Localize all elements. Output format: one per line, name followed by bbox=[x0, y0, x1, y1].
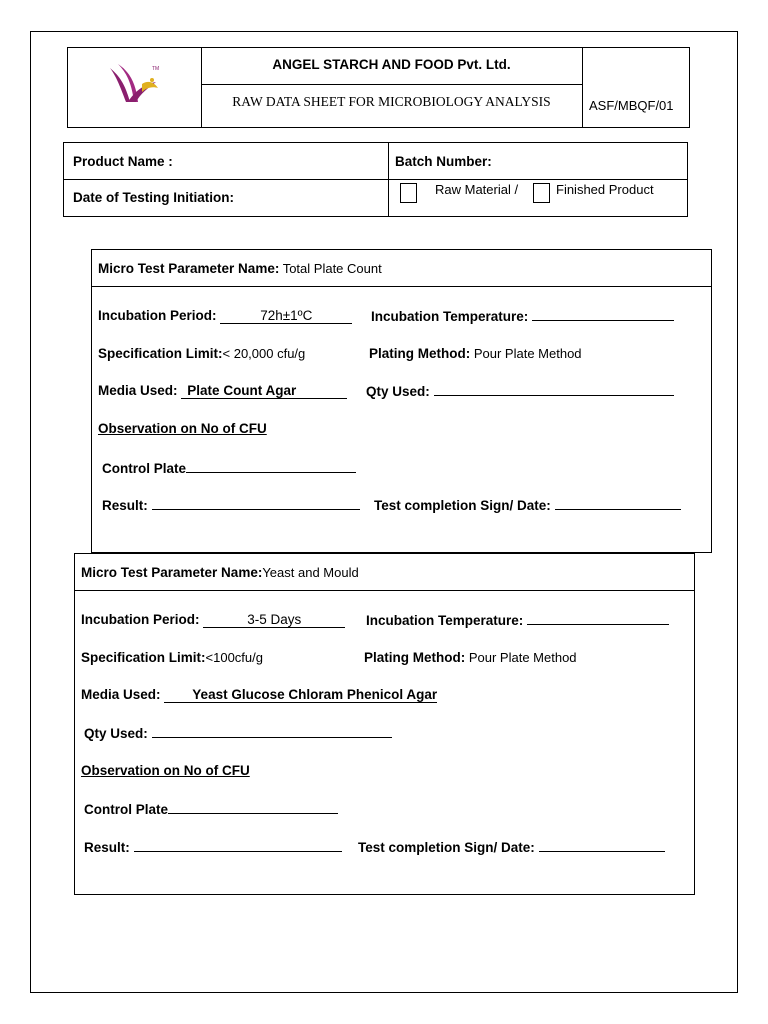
sign-date-label: Test completion Sign/ Date: bbox=[358, 840, 535, 855]
product-name-label: Product Name : bbox=[73, 154, 173, 169]
incubation-temperature-label: Incubation Temperature: bbox=[366, 613, 524, 628]
media-used-row bbox=[98, 383, 347, 399]
raw-material-label: Raw Material / bbox=[435, 182, 519, 197]
incubation-period-row bbox=[81, 612, 345, 628]
sign-date-row bbox=[374, 497, 681, 513]
document-code: ASF/MBQF/01 bbox=[582, 48, 689, 127]
test-parameter-label: Micro Test Parameter Name: bbox=[98, 261, 280, 276]
result-label: Result: bbox=[84, 840, 130, 855]
media-used-value: Yeast Glucose Chloram Phenicol Agar bbox=[192, 687, 438, 702]
plating-method-label: Plating Method: bbox=[369, 346, 471, 361]
result-field[interactable] bbox=[134, 839, 342, 852]
specification-limit-label: Specification Limit: bbox=[81, 650, 206, 665]
qty-used-field[interactable] bbox=[152, 725, 392, 738]
sign-date-row bbox=[358, 839, 665, 855]
test-parameter-label: Micro Test Parameter Name: bbox=[81, 565, 263, 580]
sign-date-label: Test completion Sign/ Date: bbox=[374, 498, 551, 513]
raw-material-checkbox[interactable] bbox=[400, 183, 417, 203]
incubation-period-field[interactable]: 72h±1ºC bbox=[220, 308, 352, 324]
incubation-temperature-label: Incubation Temperature: bbox=[371, 309, 529, 324]
control-plate-field[interactable] bbox=[168, 801, 338, 814]
media-used-row bbox=[81, 687, 437, 703]
media-used-value: Plate Count Agar bbox=[187, 383, 297, 398]
incubation-period-field[interactable]: 3-5 Days bbox=[203, 612, 345, 628]
test-parameter-header bbox=[92, 250, 711, 287]
incubation-period-row bbox=[98, 308, 352, 324]
test-parameter-value: Yeast and Mould bbox=[262, 565, 359, 580]
sign-date-field[interactable] bbox=[555, 497, 681, 510]
observation-heading: Observation on No of CFU bbox=[98, 421, 267, 436]
incubation-period-label: Incubation Period: bbox=[98, 308, 217, 323]
media-used-field[interactable] bbox=[164, 687, 437, 703]
result-row bbox=[84, 839, 342, 855]
qty-used-row bbox=[84, 725, 392, 741]
qty-used-label: Qty Used: bbox=[84, 726, 148, 741]
finished-product-checkbox[interactable] bbox=[533, 183, 550, 203]
specification-limit-row bbox=[81, 650, 263, 665]
logo-trademark: TM bbox=[152, 66, 160, 72]
logo-cell bbox=[68, 48, 202, 127]
date-testing-field[interactable] bbox=[64, 180, 389, 216]
specification-limit-label: Specification Limit: bbox=[98, 346, 223, 361]
company-name: ANGEL STARCH AND FOOD Pvt. Ltd. bbox=[201, 48, 582, 85]
plating-method-value: Pour Plate Method bbox=[465, 650, 577, 665]
incubation-temperature-field[interactable] bbox=[527, 612, 669, 625]
control-plate-row bbox=[84, 801, 338, 817]
control-plate-label: Control Plate bbox=[102, 461, 187, 476]
material-type-cell bbox=[389, 180, 687, 216]
incubation-temperature-row bbox=[366, 612, 669, 628]
product-info-table bbox=[63, 142, 688, 217]
product-name-field[interactable] bbox=[64, 143, 389, 180]
plating-method-row bbox=[364, 650, 577, 665]
plating-method-row bbox=[369, 346, 582, 361]
plating-method-value: Pour Plate Method bbox=[470, 346, 582, 361]
batch-number-label: Batch Number: bbox=[395, 154, 492, 169]
sheet-title: RAW DATA SHEET FOR MICROBIOLOGY ANALYSIS bbox=[232, 94, 551, 109]
qty-used-row bbox=[366, 383, 674, 399]
media-used-label: Media Used: bbox=[98, 383, 178, 398]
date-testing-label: Date of Testing Initiation: bbox=[73, 190, 234, 205]
media-used-label: Media Used: bbox=[81, 687, 161, 702]
test-parameter-value: Total Plate Count bbox=[279, 261, 382, 276]
control-plate-field[interactable] bbox=[186, 460, 356, 473]
specification-limit-row bbox=[98, 346, 305, 361]
result-row bbox=[102, 497, 360, 513]
plating-method-label: Plating Method: bbox=[364, 650, 466, 665]
batch-number-field[interactable] bbox=[389, 143, 687, 180]
sign-date-field[interactable] bbox=[539, 839, 665, 852]
finished-product-label: Finished Product bbox=[556, 182, 654, 197]
control-plate-row bbox=[102, 460, 356, 476]
result-field[interactable] bbox=[152, 497, 360, 510]
specification-limit-value: < 20,000 cfu/g bbox=[222, 346, 306, 361]
control-plate-label: Control Plate bbox=[84, 802, 169, 817]
micro-test-block-tpc bbox=[91, 249, 712, 553]
incubation-temperature-field[interactable] bbox=[532, 308, 674, 321]
media-used-field[interactable] bbox=[181, 383, 347, 399]
result-label: Result: bbox=[102, 498, 148, 513]
incubation-period-label: Incubation Period: bbox=[81, 612, 200, 627]
document-header bbox=[67, 47, 690, 128]
observation-heading: Observation on No of CFU bbox=[81, 763, 250, 778]
micro-test-block-yeast-mould bbox=[74, 553, 695, 895]
specification-limit-value: <100cfu/g bbox=[205, 650, 263, 665]
qty-used-label: Qty Used: bbox=[366, 384, 430, 399]
incubation-temperature-row bbox=[371, 308, 674, 324]
test-parameter-header bbox=[75, 554, 694, 591]
qty-used-field[interactable] bbox=[434, 383, 674, 396]
